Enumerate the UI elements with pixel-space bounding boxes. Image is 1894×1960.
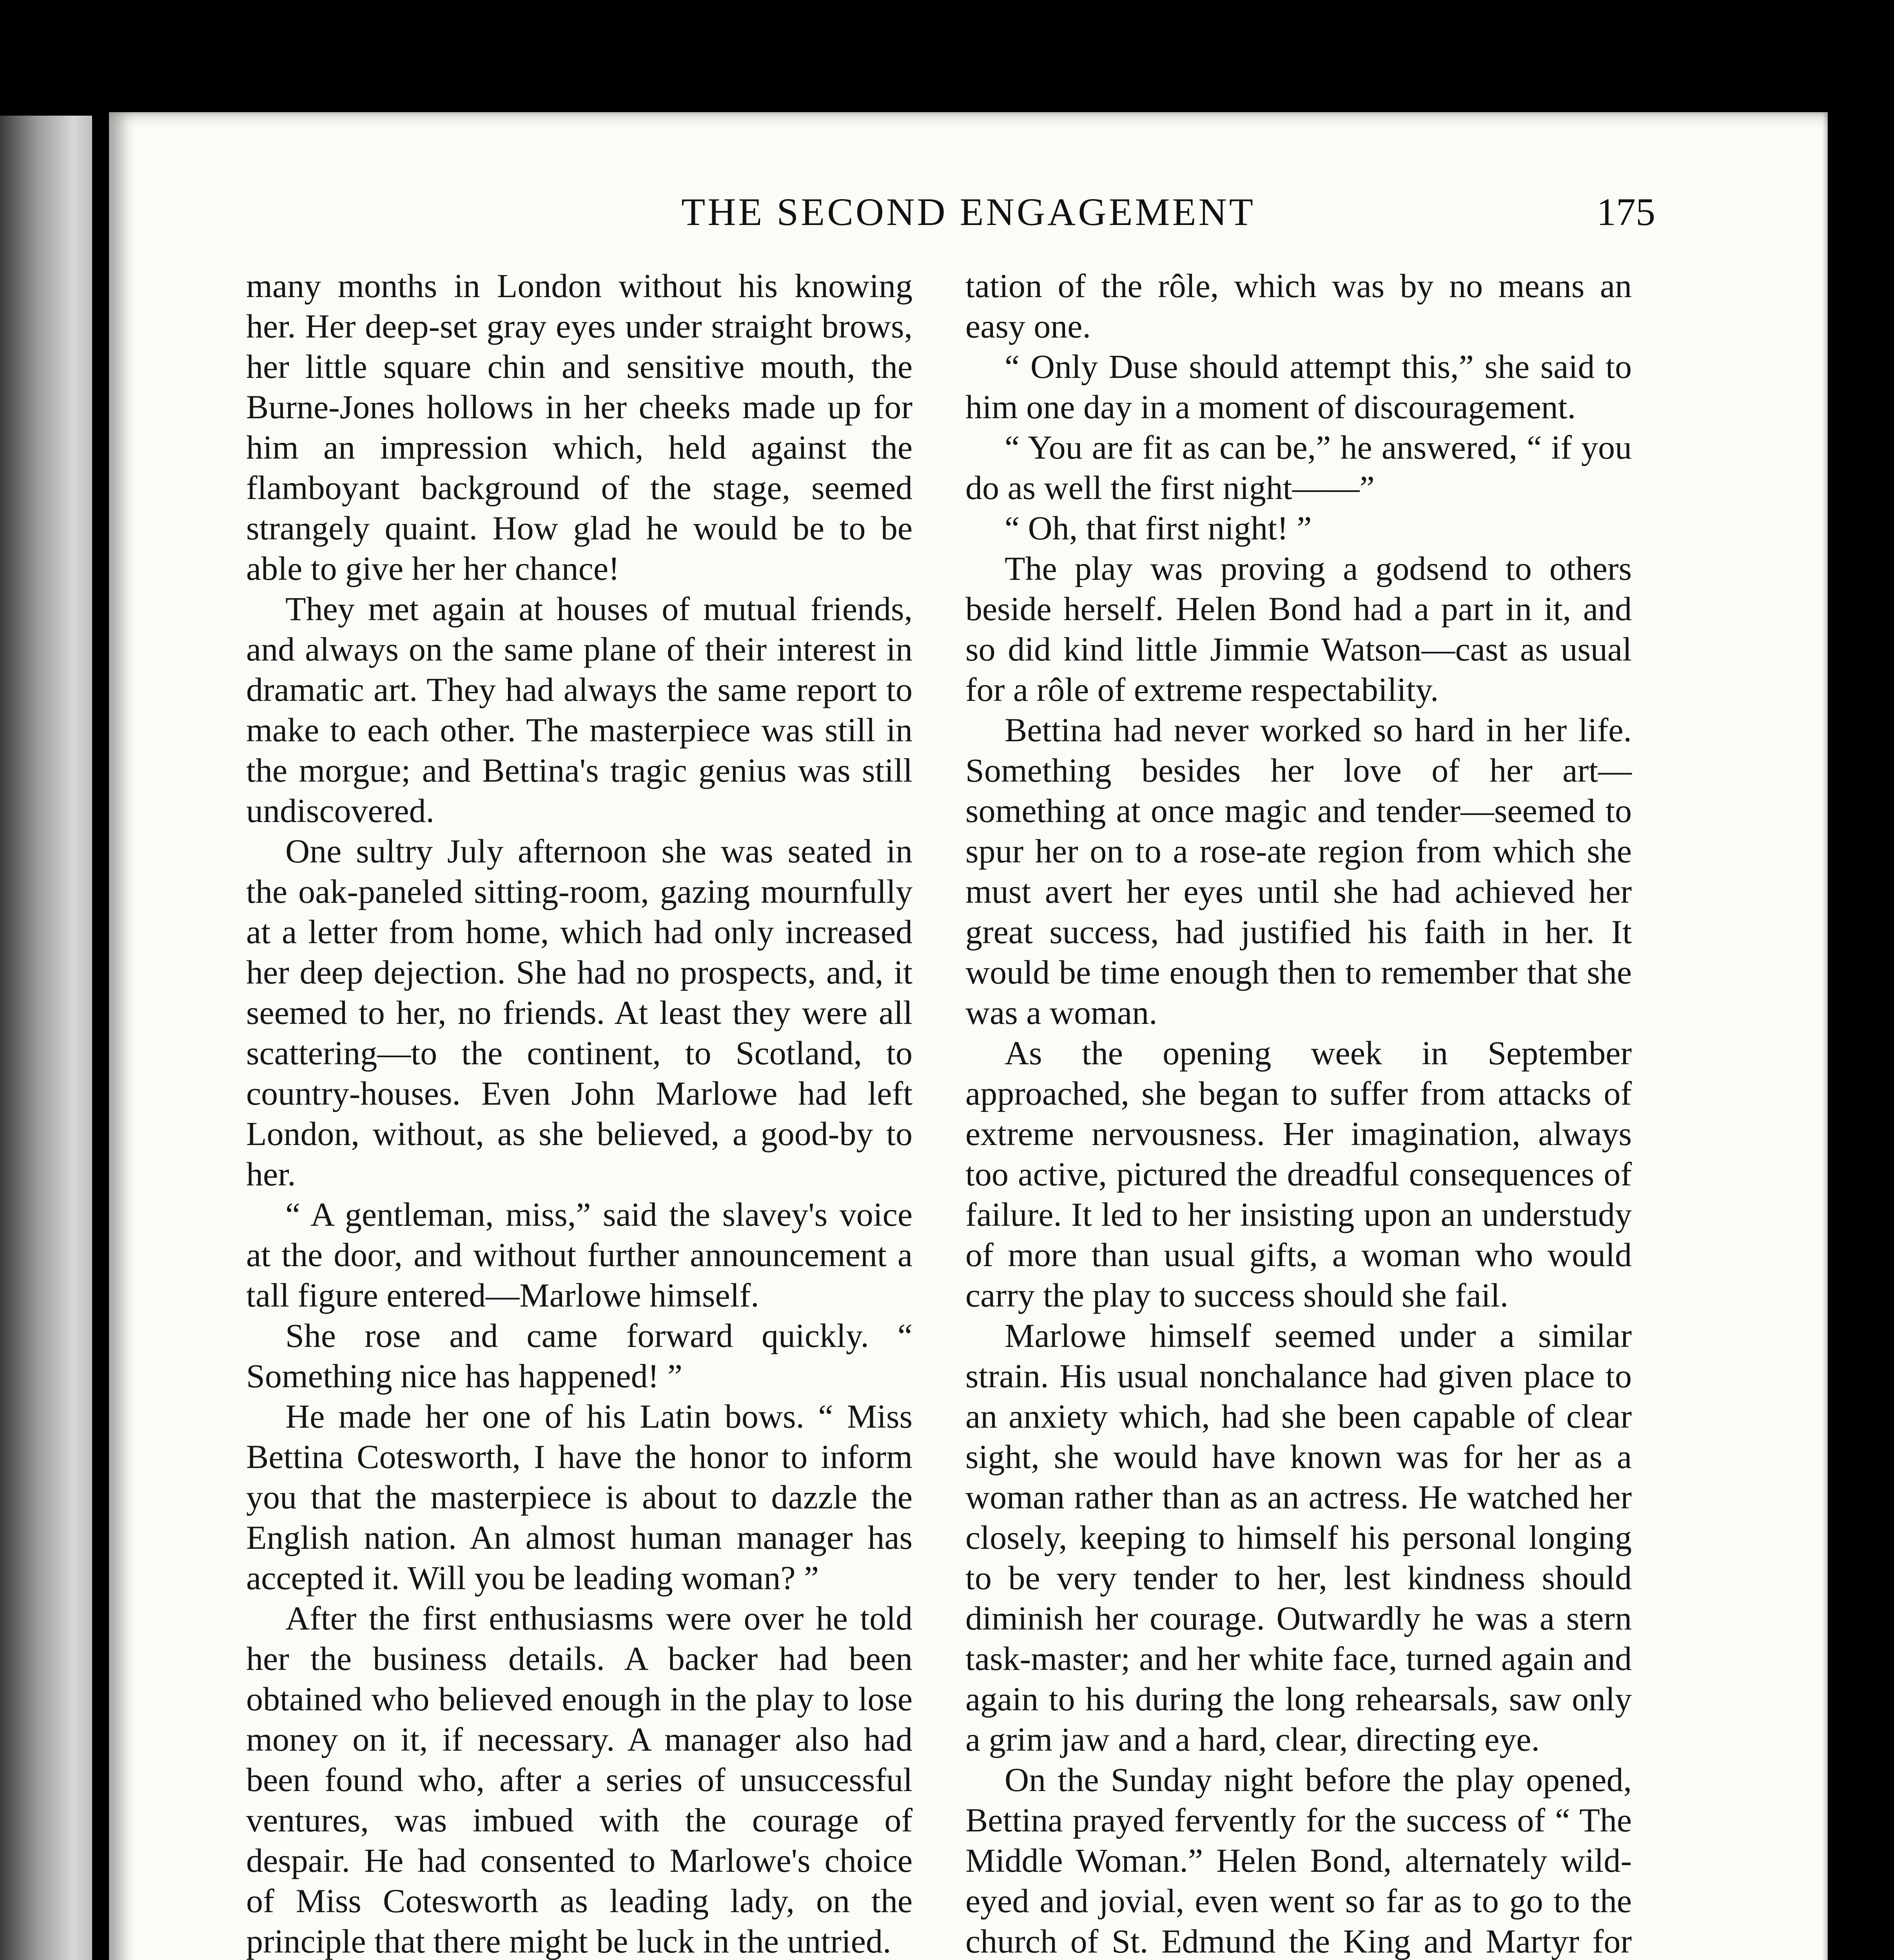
text-column-right (965, 266, 1632, 1960)
paragraph: She rose and came forward quickly. “ Something nice has happened! ” (246, 1317, 913, 1395)
paragraph: He made her one of his Latin bows. “ Miss Bettina Cotesworth, I have the honor to inform you that the masterpiece is about to dazzle the English nation. An almost human manager has accepted it. Will you be leading woman? ” (246, 1397, 913, 1597)
paragraph: After the first enthusiasms were over he told her the business details. A backer had been obtained who believed enough in the play to lose money on it, if necessary. A manager also had been found who, after a series of unsuccessful ventures, was imbued with the courage of despair. He had consented to Marlowe's choice of Miss Cotesworth as leading lady, on the principle that there might be luck in the untried. (246, 1599, 913, 1960)
paragraph: The play was proving a godsend to others beside herself. Helen Bond had a part in it, and so did kind little Jimmie Watson—cast as usual for a rôle of extreme respectability. (965, 550, 1632, 708)
paragraph: They met again at houses of mutual friends, and always on the same plane of their interest in dramatic art. They had always the same report to make to each other. The masterpiece was still in the morgue; and Bettina's tragic genius was still undiscovered. (246, 590, 913, 829)
paragraph: “ A gentleman, miss,” said the slavey's voice at the door, and without further announcement a tall figure entered—Marlowe himself. (246, 1196, 913, 1314)
paragraph: tation of the rôle, which was by no means an easy one. (965, 267, 1632, 345)
running-title: THE SECOND ENGAGEMENT (681, 190, 1255, 234)
paragraph: “ You are fit as can be,” he answered, “ if you do as well the first night——” (965, 428, 1632, 506)
facing-page-edge (0, 116, 92, 1960)
book-page (109, 112, 1828, 1960)
paragraph: On the Sunday night before the play opened, Bettina prayed fervently for the success of “ The Middle Woman.” Helen Bond, alternately wild-eyed and jovial, even went so far as to go to the church of St. Edmund the King and Martyr for (965, 1761, 1632, 1960)
paragraph: “ Only Duse should attempt this,” she said to him one day in a moment of discouragement. (965, 348, 1632, 426)
paragraph: One sultry July afternoon she was seated in the oak-paneled sitting-room, gazing mournfully at a letter from home, which had only increased her deep dejection. She had no prospects, and, it seemed to her, no friends. At least they were all scattering—to the continent, to Scotland, to country-houses. Even John Marlowe had left London, without, as she believed, a good-by to her. (246, 832, 913, 1193)
paragraph: “ Oh, that first night! ” (1005, 509, 1312, 547)
paragraph: many months in London without his knowing her. Her deep-set gray eyes under straight brows, her little square chin and sensitive mouth, the Burne-Jones hollows in her cheeks made up for him an impression which, held against the flamboyant background of the stage, seemed strangely quaint. How glad he would be to be able to give her her chance! (246, 267, 913, 587)
page-number: 175 (1596, 190, 1655, 234)
paragraph: Marlowe himself seemed under a similar strain. His usual nonchalance had given place to an anxiety which, had she been capable of clear sight, she would have known was for her as a woman rather than as an actress. He watched her closely, keeping to himself his personal longing to be very tender to her, lest kindness should diminish her courage. Outwardly he was a stern task-master; and her white face, turned again and again to his during the long rehearsals, saw only a grim jaw and a hard, clear, directing eye. (965, 1317, 1632, 1758)
paragraph: Bettina had never worked so hard in her life. Something besides her love of her art—something at once magic and tender—seemed to spur her on to a rose-ate region from which she must avert her eyes until she had achieved her great success, had justified his faith in her. It would be time enough then to remember that she was a woman. (965, 711, 1632, 1031)
text-column-left (246, 266, 913, 1960)
paragraph: As the opening week in September approached, she began to suffer from attacks of extreme nervousness. Her imagination, always too active, pictured the dreadful consequences of failure. It led to her insisting upon an understudy of more than usual gifts, a woman who would carry the play to success should she fail. (965, 1034, 1632, 1314)
page-header (109, 179, 1828, 245)
